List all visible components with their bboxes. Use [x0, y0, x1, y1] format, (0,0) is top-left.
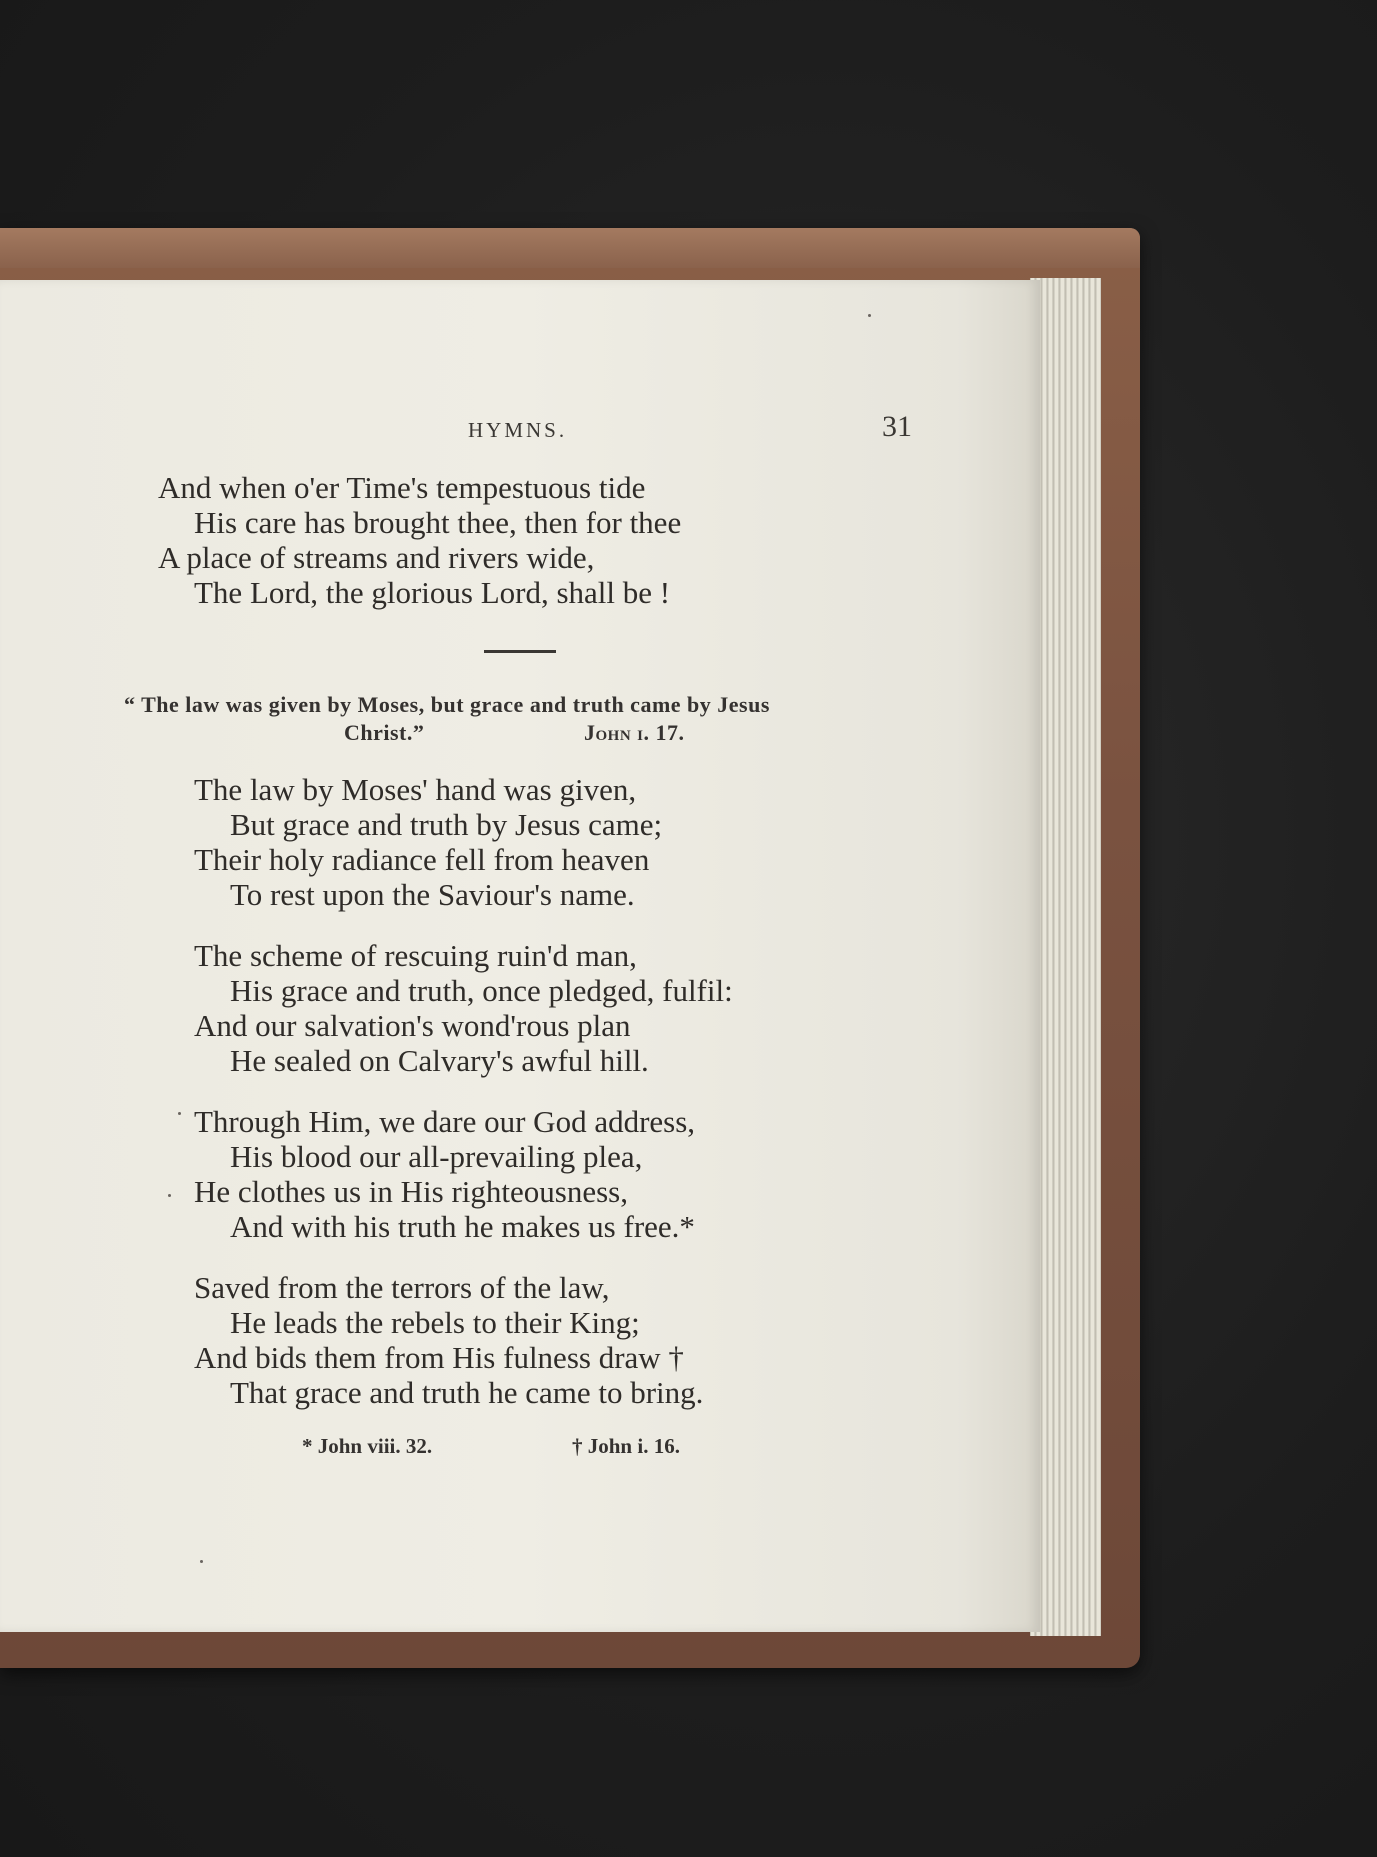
epigraph-reference: John i. 17. — [584, 720, 685, 745]
verse-line: Their holy radiance fell from heaven — [194, 842, 650, 877]
book-cover-top-edge — [0, 228, 1140, 268]
verse-line: He clothes us in His righteousness, — [194, 1174, 628, 1209]
paper-speck — [868, 314, 871, 317]
section-divider — [484, 650, 556, 653]
verse-line: The Lord, the glorious Lord, shall be ! — [194, 575, 671, 610]
verse-line: And our salvation's wond'rous plan — [194, 1008, 631, 1043]
verse-line: His grace and truth, once pledged, fulfil: — [230, 973, 733, 1008]
page-number: 31 — [882, 410, 912, 443]
verse-line: His care has brought thee, then for thee — [194, 505, 682, 540]
verse-line: To rest upon the Saviour's name. — [230, 877, 635, 912]
verse-line: But grace and truth by Jesus came; — [230, 807, 663, 842]
verse-line: The scheme of rescuing ruin'd man, — [194, 938, 637, 973]
verse-line: He leads the rebels to their King; — [230, 1305, 640, 1340]
verse-line: A place of streams and rivers wide, — [158, 540, 595, 575]
paper-speck — [178, 1112, 181, 1115]
verse-line: The law by Moses' hand was given, — [194, 772, 637, 807]
verse-line: His blood our all-prevailing plea, — [230, 1139, 643, 1174]
verse-line: That grace and truth he came to bring. — [230, 1375, 704, 1410]
footnote: * John viii. 32. — [302, 1434, 433, 1458]
verse-line: Saved from the terrors of the law, — [194, 1270, 610, 1305]
verse-line: And with his truth he makes us free.* — [230, 1209, 695, 1244]
verse-line: And when o'er Time's tempestuous tide — [158, 470, 646, 505]
verse-line: Through Him, we dare our God address, — [194, 1104, 696, 1139]
verse-line: He sealed on Calvary's awful hill. — [230, 1043, 649, 1078]
running-head: HYMNS. — [468, 418, 568, 442]
epigraph-line: Christ.” — [344, 720, 425, 745]
footnote: † John i. 16. — [572, 1434, 680, 1458]
page-edges — [1030, 278, 1101, 1636]
epigraph-line: “ The law was given by Moses, but grace and truth came by Jesus — [124, 692, 770, 717]
paper-speck — [200, 1560, 203, 1563]
verse-line: And bids them from His fulness draw † — [194, 1340, 684, 1375]
paper-speck — [168, 1194, 171, 1197]
